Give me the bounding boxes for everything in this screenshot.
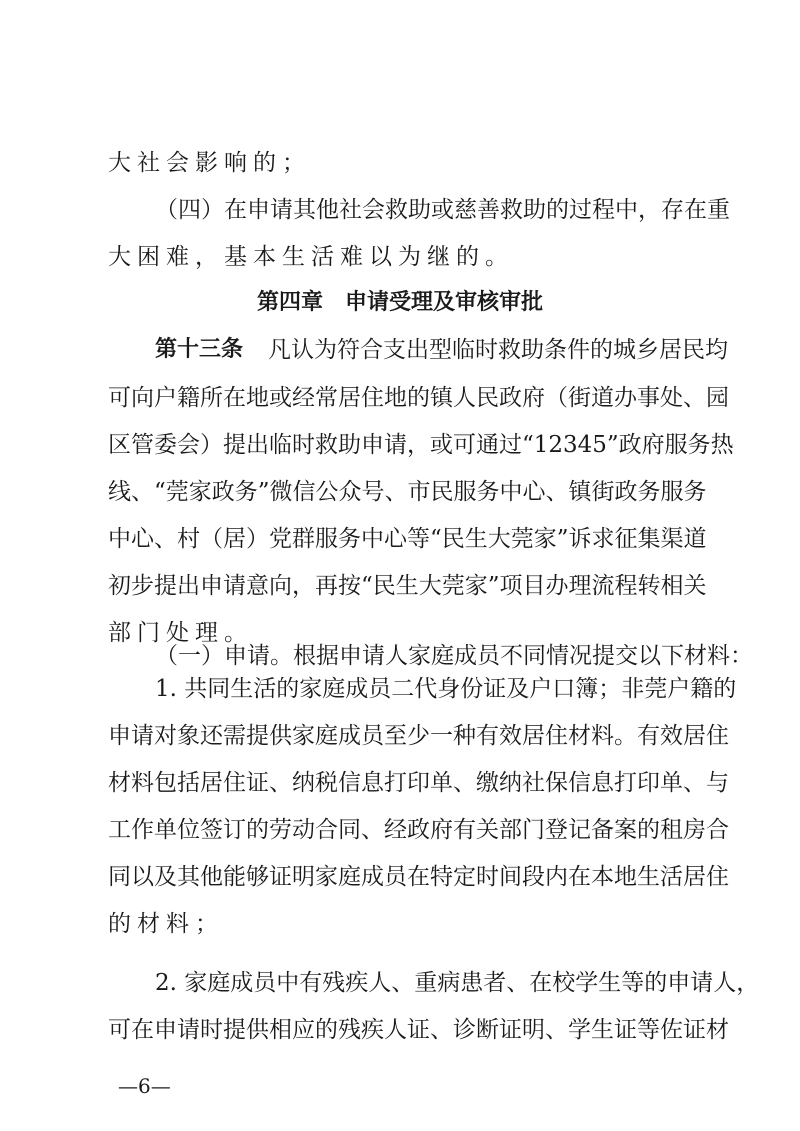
text-line: 区管委会）提出临时救助申请，或可通过“12345”政府服务热 — [108, 432, 734, 458]
text-line: 凡认为符合支出型临时救助条件的城乡居民均 — [268, 337, 728, 363]
text-line: （一）申请。根据申请人家庭成员不同情况提交以下材料： — [155, 643, 753, 669]
text-line: 大社会影响的； — [108, 150, 311, 176]
text-line: 中心、村（居）党群服务中心等“民生大莞家”诉求征集渠道 — [108, 526, 707, 552]
chapter-heading: 第四章 申请受理及审核审批 — [256, 290, 543, 315]
text-line: 工作单位签订的劳动合同、经政府有关部门登记备案的租房合 — [108, 817, 729, 843]
text-line: 2. 家庭成员中有残疾人、重病患者、在校学生等的申请人， — [155, 970, 760, 996]
text-line: 初步提出申请意向，再按“民生大莞家”项目办理流程转相关 — [108, 573, 707, 599]
text-line: 同以及其他能够证明家庭成员在特定时间段内在本地生活居住 — [108, 864, 729, 890]
article-paragraph-start — [155, 334, 728, 366]
text-line: 可在申请时提供相应的残疾人证、诊断证明、学生证等佐证材 — [108, 1017, 729, 1043]
text-line: 1. 共同生活的家庭成员二代身份证及户口簿；非莞户籍的 — [155, 676, 737, 702]
text-line: （四）在申请其他社会救助或慈善救助的过程中，存在重 — [155, 197, 730, 223]
text-line: 的材料； — [108, 911, 224, 937]
text-line: 大困难，基本生活难以为继的。 — [108, 244, 514, 270]
text-line: 材料包括居住证、纳税信息打印单、缴纳社保信息打印单、与 — [108, 770, 729, 796]
text-line: 可向户籍所在地或经常居住地的镇人民政府（街道办事处、园 — [108, 385, 729, 411]
text-line: 线、“莞家政务”微信公众号、市民服务中心、镇街政务服务 — [108, 479, 707, 505]
text-line: 申请对象还需提供家庭成员至少一种有效居住材料。有效居住 — [108, 723, 729, 749]
text-line: 部门处理。 — [108, 620, 253, 646]
article-number: 第十三条 — [155, 337, 244, 362]
page-number: —6— — [118, 1074, 171, 1098]
